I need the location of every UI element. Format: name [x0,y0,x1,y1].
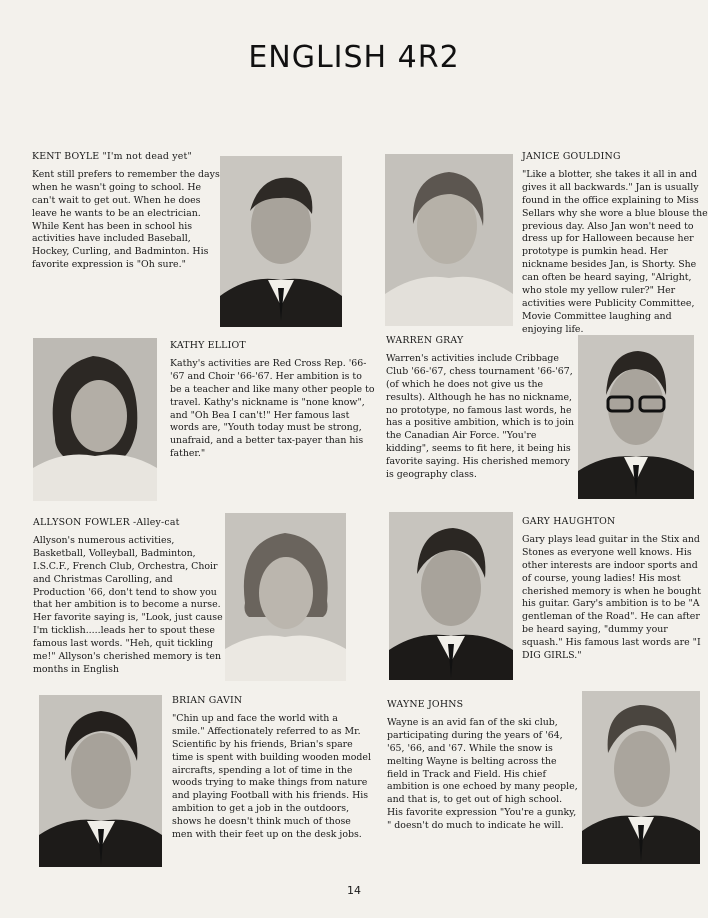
student-name: WAYNE JOHNS [387,699,464,710]
student-name: JANICE GOULDING [522,151,621,162]
student-bio: Allyson's numerous activities, Basketball, Volleyball, Badminton, I.S.C.F., French Club, Orchestra, Choir and Christmas Carolling, and Production '66, don't tend to show you that her ambition is to become a nurse. Her favorite saying is, "Look, just cause I'm ticklish.....leads her to spout these famous last words. "Heh, quit tickling me!" Allyson's cherished memory is ten months in English [33,534,223,675]
student-entry-gary-haughton [522,516,708,663]
student-name: GARY HAUGHTON [522,516,616,527]
student-photo-wayne-johns [582,691,700,864]
student-entry-allyson-fowler [33,517,223,677]
student-name: KATHY ELLIOT [170,340,246,351]
student-entry-janice-goulding [522,151,708,337]
student-photo-kent-boyle [220,156,342,327]
student-bio: "Chin up and face the world with a smile." Affectionately referred to as Mr. Scientific by his friends, Brian's spare time is spent with building wooden model aircrafts, spending a lot of time in the woods trying to make things from nature and playing Football with his friends. His ambition to get a job in the outdoors, shows he doesn't think much of those men with their feet up on the desk jobs. [172,712,371,841]
student-entry-warren-gray [386,335,576,482]
student-photo-allyson-fowler [225,513,346,681]
student-entry-kent-boyle [32,151,220,272]
student-photo-warren-gray [578,335,694,499]
student-bio: Wayne is an avid fan of the ski club, participating during the years of '64, '65, '66, and '67. While the snow is melting Wayne is belting across the field in Track and Field. His chief ambition is one echoed by many people, and that is, to get out of high school. His favorite expression "You're a gunky, " doesn't do much to indicate he will. [387,716,578,832]
student-bio: Gary plays lead guitar in the Stix and Stones as everyone well knows. His other interests are indoor sports and of course, young ladies! His most cherished memory is when he bought his guitar. Gary's ambition is to be "A gentleman of the Road". He can after be heard saying, "dummy your squash." His famous last words are "I DIG GIRLS." [522,533,701,662]
student-bio: Kathy's activities are Red Cross Rep. '66-'67 and Choir '66-'67. Her ambition is to be a teacher and like many other people to travel. Kathy's nickname is "none know", and "Oh Bea I can't!" Her famous last words are, "Youth today must be strong, unafraid, and a better tax-payer than his father." [170,357,375,460]
student-photo-brian-gavin [39,695,162,867]
student-name: BRIAN GAVIN [172,695,243,706]
student-entry-brian-gavin [172,695,372,842]
student-bio: Kent still prefers to remember the days when he wasn't going to school. He can't wait to get out. When he does leave he wants to be an electrician. While Kent has been in school his activities have included Baseball, Hockey, Curling, and Badminton. His favorite expression is "Oh sure." [32,168,220,271]
page-title: ENGLISH 4R2 [248,40,460,75]
student-bio: Warren's activities include Cribbage Club '66-'67, chess tournament '66-'67, (of which he does not give us the results). Although he has no nickname, no prototype, no famous last words, he has a positive ambition, which is to join the Canadian Air Force. "You're kidding", seems to fit here, it being his favorite saying. His cherished memory is geography class. [386,352,575,481]
student-name: KENT BOYLE "I'm not dead yet" [32,151,193,162]
student-photo-gary-haughton [389,512,513,680]
student-name: ALLYSON FOWLER -Alley-cat [33,517,180,528]
student-name: WARREN GRAY [386,335,464,346]
page-number: 14 [347,884,361,897]
student-entry-kathy-elliot [170,340,375,461]
student-photo-janice-goulding [385,154,513,326]
student-bio: "Like a blotter, she takes it all in and gives it all backwards." Jan is usually found in the office explaining to Miss Sellars why she wore a blue blouse the previous day. Also Jan won't need to dress up for Halloween because her prototype is pumkin head. Her nickname besides Jan, is Shorty. She can often be heard saying, "Alright, who stole my yellow ruler?" Her activities were Publicity Committee, Movie Committee laughing and enjoying life. [522,168,708,335]
student-entry-wayne-johns [387,699,580,833]
student-photo-kathy-elliot [33,338,157,501]
